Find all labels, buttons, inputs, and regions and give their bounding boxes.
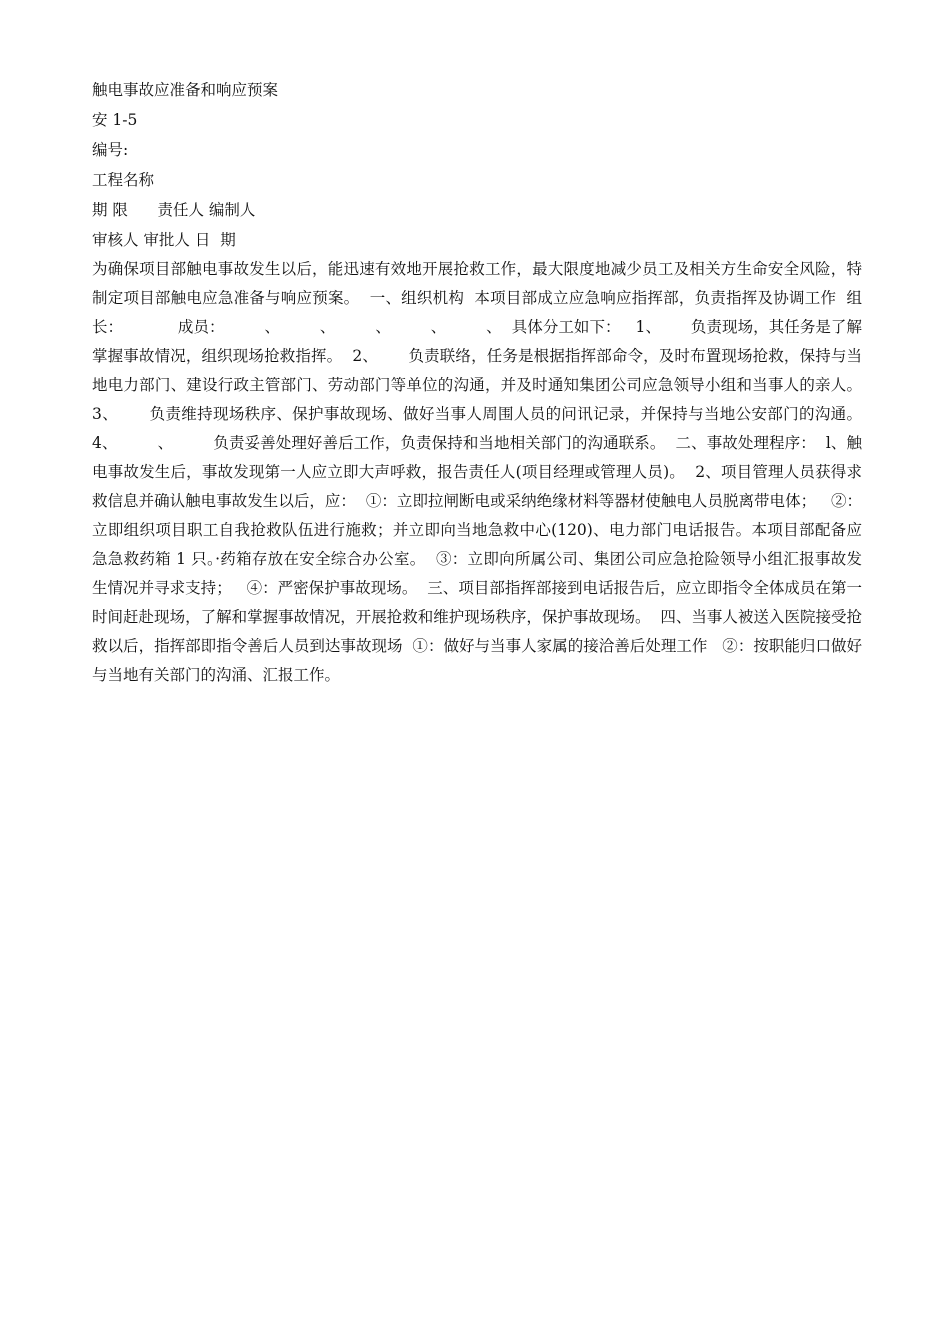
document-code: 安 1-5 — [92, 111, 138, 129]
period-responsible-line: 期 限 责任人 编制人 — [92, 201, 256, 219]
review-approval-line: 审核人 审批人 日 期 — [92, 231, 236, 249]
project-name-label: 工程名称 — [92, 171, 155, 189]
document-title: 触电事故应准备和响应预案 — [92, 81, 279, 99]
number-label: 编号: — [92, 141, 129, 159]
plan-body-paragraph: 为确保项目部触电事故发生以后，能迅速有效地开展抢救工作，最大限度地减少员工及相关方生命安全风险，特制定项目部触电应急准备与响应预案。 一、组织机构 本项目部成立应急响应指挥部，负责指挥及协调工作 组长： 成员： 、 、 、 、 、 具体分工如下： 1、 负责现场，其任务是了解掌握事故情况，组织现场抢救指挥。 2、 负责联络，任务是根据指挥部命令，及时布置现场抢救，保持与当地电力部门、建设行政主管部门、劳动部门等单位的沟通，并及时通知集团公司应急领导小组和当事人的亲人。 3、 负责维持现场秩序、保护事故现场、做好当事人周围人员的问讯记录，并保持与当地公安部门的沟通。 4、 、 负责妥善处理好善后工作，负责保持和当地相关部门的沟通联系。 二、事故处理程序： l、触电事故发生后，事故发现第一人应立即大声呼救，报告责任人(项目经理或管理人员)。 2、项目管理人员获得求救信息并确认触电事故发生以后，应： ①：立即拉闸断电或采纳绝缘材料等器材使触电人员脱离带电体； ②：立即组织项目职工自我抢救队伍进行施救；并立即向当地急救中心(120)、电力部门电话报告。本项目部配备应急急救药箱 1 只。·药箱存放在安全综合办公室。 ③：立即向所属公司、集团公司应急抢险领导小组汇报事故发生情况并寻求支持； ④：严密保护事故现场。 三、项目部指挥部接到电话报告后，应立即指令全体成员在第一时间赶赴现场，了解和掌握事故情况，开展抢救和维护现场秩序，保护事故现场。 四、当事人被送入医院接受抢救以后，指挥部即指令善后人员到达事故现场 ①：做好与当事人家属的接洽善后处理工作 ②：按职能归口做好与当地有关部门的沟涌、汇报工作。 — [92, 260, 872, 684]
document-body — [92, 75, 872, 690]
